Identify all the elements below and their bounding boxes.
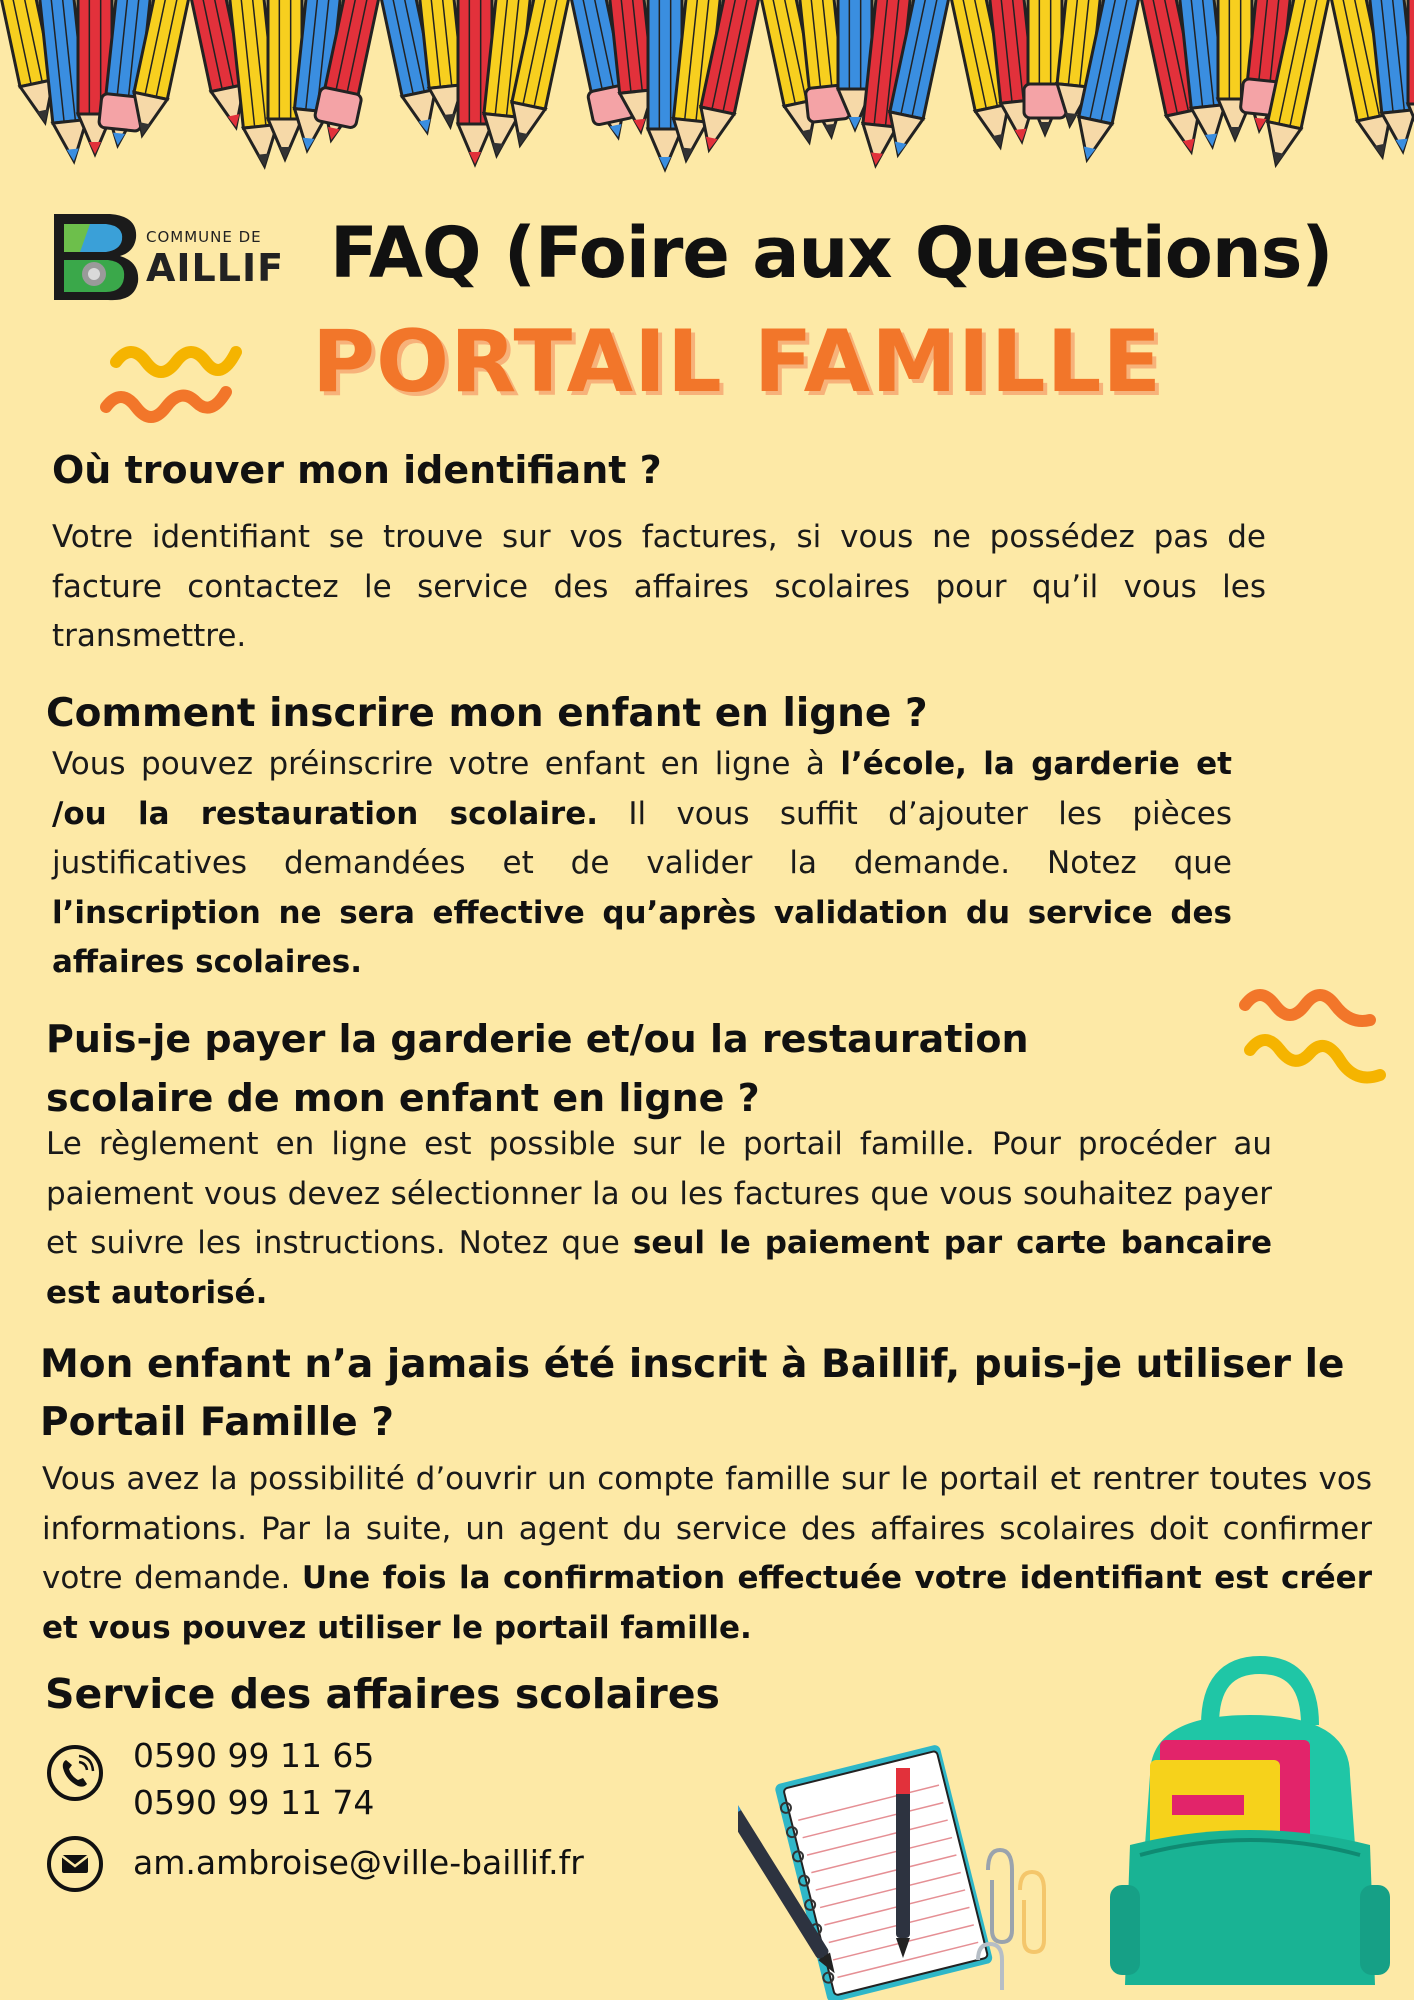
faq-question-1: Où trouver mon identifiant ? (52, 448, 662, 492)
faq-answer-4-bold-1: Une fois la confirmation effectuée votre identifiant est créer et vous pouvez utiliser le portail famille. (42, 1560, 1372, 1646)
faq-question-2: Comment inscrire mon enfant en ligne ? (46, 691, 928, 736)
faq-question-3: Puis-je payer la garderie et/ou la restauration scolaire de mon enfant en ligne ? (46, 1017, 1029, 1120)
contact-section-title: Service des affaires scolaires (45, 1670, 720, 1718)
faq-answer-2-bold-2: l’inscription ne sera effective qu’après validation du service des affaires scolaires. (52, 894, 1232, 980)
phone-icon (46, 1744, 104, 1802)
email-icon (46, 1835, 104, 1893)
contact-phone-2[interactable]: 0590 99 11 74 (133, 1783, 375, 1822)
faq-answer-3-text-1: Le règlement en ligne est possible sur le portail famille. Pour procéder au paiement vous devez sélectionner la ou les factures que vous souhaitez payer et suivre les instructions. Notez que (46, 1126, 1272, 1261)
faq-answer-2-bold-1: l’école, la garderie et /ou la restauration scolaire. (52, 746, 1232, 832)
faq-answer-4 (42, 1455, 1372, 1653)
faq-answer-3-bold-1: seul le paiement par carte bancaire est autorisé. (46, 1225, 1272, 1311)
contact-phone-1[interactable]: 0590 99 11 65 (133, 1736, 375, 1775)
faq-answer-3 (46, 1120, 1272, 1318)
pencil-border-decoration (0, 0, 1414, 190)
faq-answer-4-text-1: Vous avez la possibilité d’ouvrir un compte famille sur le portail et rentrer toutes vos informations. Par la suite, un agent du service des affaires scolaires doit confirmer votre demande. (42, 1461, 1372, 1596)
logo-commune-name: AILLIF (146, 246, 285, 290)
faq-answer-2 (52, 740, 1232, 988)
faq-answer-2-text-2: Il vous suffit d’ajouter les pièces justificatives demandées et de valider la demande. Notez que (52, 795, 1233, 881)
squiggle-decoration-icon (96, 322, 266, 442)
faq-answer-2-text-1: Vous pouvez préinscrire votre enfant en ligne à (52, 746, 841, 782)
page-title: FAQ (Foire aux Questions) (330, 212, 1333, 294)
baillif-logo-icon (50, 208, 142, 303)
faq-answer-1: Votre identifiant se trouve sur vos factures, si vous ne possédez pas de facture contactez le service des affaires scolaires pour qu’il vous les transmettre. (52, 519, 1266, 654)
pencil-icon (1218, 0, 1252, 139)
faq-question-4: Mon enfant n’a jamais été inscrit à Baillif, puis-je utiliser le Portail Famille ? (40, 1342, 1345, 1445)
contact-email[interactable]: am.ambroise@ville-baillif.fr (133, 1843, 584, 1882)
squiggle-decoration-icon (1230, 975, 1410, 1105)
notebook-illustration (738, 1740, 1068, 2000)
portal-title: PORTAIL FAMILLE (312, 312, 1163, 412)
logo-commune-label: COMMUNE DE (146, 228, 262, 246)
commune-logo (50, 208, 285, 308)
backpack-illustration (1100, 1655, 1400, 2000)
